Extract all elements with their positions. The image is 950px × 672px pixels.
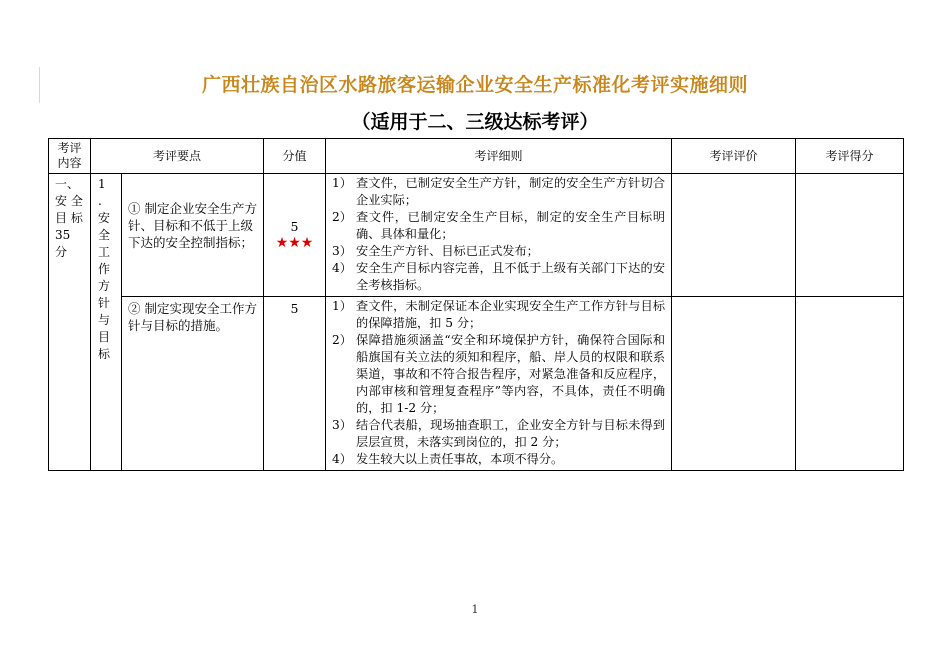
subcategory-char: 作 — [98, 262, 111, 276]
detail-cell — [326, 297, 672, 471]
header-content-line1: 考评 — [57, 141, 82, 155]
header-content — [49, 139, 91, 174]
header-score: 分值 — [264, 139, 326, 174]
subcategory-char: 标 — [98, 347, 111, 361]
detail-num: 2） — [332, 333, 352, 347]
category-char: 分 — [55, 245, 68, 259]
table-header-row — [49, 139, 904, 174]
document-title: 广西壮族自治区水路旅客运输企业安全生产标准化考评实施细则 — [201, 74, 748, 96]
detail-item — [332, 209, 665, 243]
subcategory-char: 1 — [98, 177, 106, 191]
subcategory-char: 安 — [98, 211, 111, 225]
detail-text: 安全生产方针、目标已正式发布； — [356, 244, 539, 258]
page-number: 1 — [471, 603, 479, 616]
detail-text: 发生较大以上责任事故，本项不得分。 — [356, 452, 564, 466]
evaluation-table — [48, 138, 904, 471]
detail-item — [332, 332, 665, 417]
header-evaluation: 考评评价 — [672, 139, 796, 174]
detail-num: 1） — [332, 176, 352, 190]
score-cell — [264, 297, 326, 471]
score-cell — [264, 174, 326, 297]
detail-text: 保障措施须涵盖“安全和环境保护方针，确保符合国际和船旗国有关立法的须知和程序，船、岸人员的权限和联系渠道，事故和不符合报告程序，对紧急准备和反应程序，内部审核和管理复查程序”等内容，不具体，责任不明确的，扣 1-2 分； — [356, 333, 666, 415]
subcategory-char: 与 — [98, 313, 111, 327]
detail-item — [332, 417, 665, 451]
detail-num: 2） — [332, 210, 352, 224]
detail-text: 安全生产目标内容完善，且不低于上级有关部门下达的安全考核指标。 — [356, 261, 666, 292]
detail-item — [332, 243, 665, 260]
evaluation-cell[interactable] — [672, 174, 796, 297]
subcategory-cell — [91, 174, 122, 471]
detail-item — [332, 298, 665, 332]
score-value: 5 — [290, 219, 299, 234]
detail-text: 查文件，已制定安全生产方针，制定的安全生产方针切合企业实际； — [356, 176, 666, 207]
detail-cell — [326, 174, 672, 297]
header-result: 考评得分 — [796, 139, 904, 174]
detail-num: 1） — [332, 299, 352, 313]
detail-num: 4） — [332, 261, 352, 275]
subcategory-char: 方 — [98, 279, 111, 293]
detail-num: 3） — [332, 418, 352, 432]
point-cell: ② 制定实现安全工作方针与目标的措施。 — [122, 297, 264, 471]
subcategory-char: 工 — [98, 245, 111, 259]
table-row — [49, 174, 904, 297]
header-detail: 考评细则 — [326, 139, 672, 174]
result-cell[interactable] — [796, 174, 904, 297]
header-points: 考评要点 — [91, 139, 264, 174]
evaluation-cell[interactable] — [672, 297, 796, 471]
result-cell[interactable] — [796, 297, 904, 471]
detail-text: 查文件，未制定保证本企业实现安全生产工作方针与目标的保障措施，扣 5 分； — [356, 299, 666, 330]
subcategory-char: . — [98, 194, 102, 208]
subcategory-char: 全 — [98, 228, 111, 242]
table-row — [49, 297, 904, 471]
detail-item — [332, 451, 665, 468]
category-char: 35 — [55, 228, 71, 242]
detail-num: 3） — [332, 244, 352, 258]
category-char: 一、 — [55, 177, 80, 191]
category-char: 安 全 — [55, 194, 83, 208]
document-subtitle: （适用于二、三级达标考评） — [351, 111, 599, 133]
point-cell: ① 制定企业安全生产方针、目标和不低于上级下达的安全控制指标； — [122, 174, 264, 297]
star-rating: ★★★ — [275, 235, 314, 251]
detail-text: 查文件，已制定安全生产目标，制定的安全生产目标明确、具体和量化； — [356, 210, 666, 241]
header-content-line2: 内容 — [57, 156, 82, 170]
category-char: 目 标 — [55, 211, 83, 225]
score-value: 5 — [290, 301, 299, 316]
detail-text: 结合代表船，现场抽查职工，企业安全方针与目标未得到层层宣贯，未落实到岗位的，扣 2 分； — [356, 418, 666, 449]
category-cell — [49, 174, 91, 471]
detail-item — [332, 175, 665, 209]
detail-item — [332, 260, 665, 294]
subcategory-char: 针 — [98, 296, 111, 310]
subcategory-char: 目 — [98, 330, 111, 344]
detail-num: 4） — [332, 452, 352, 466]
